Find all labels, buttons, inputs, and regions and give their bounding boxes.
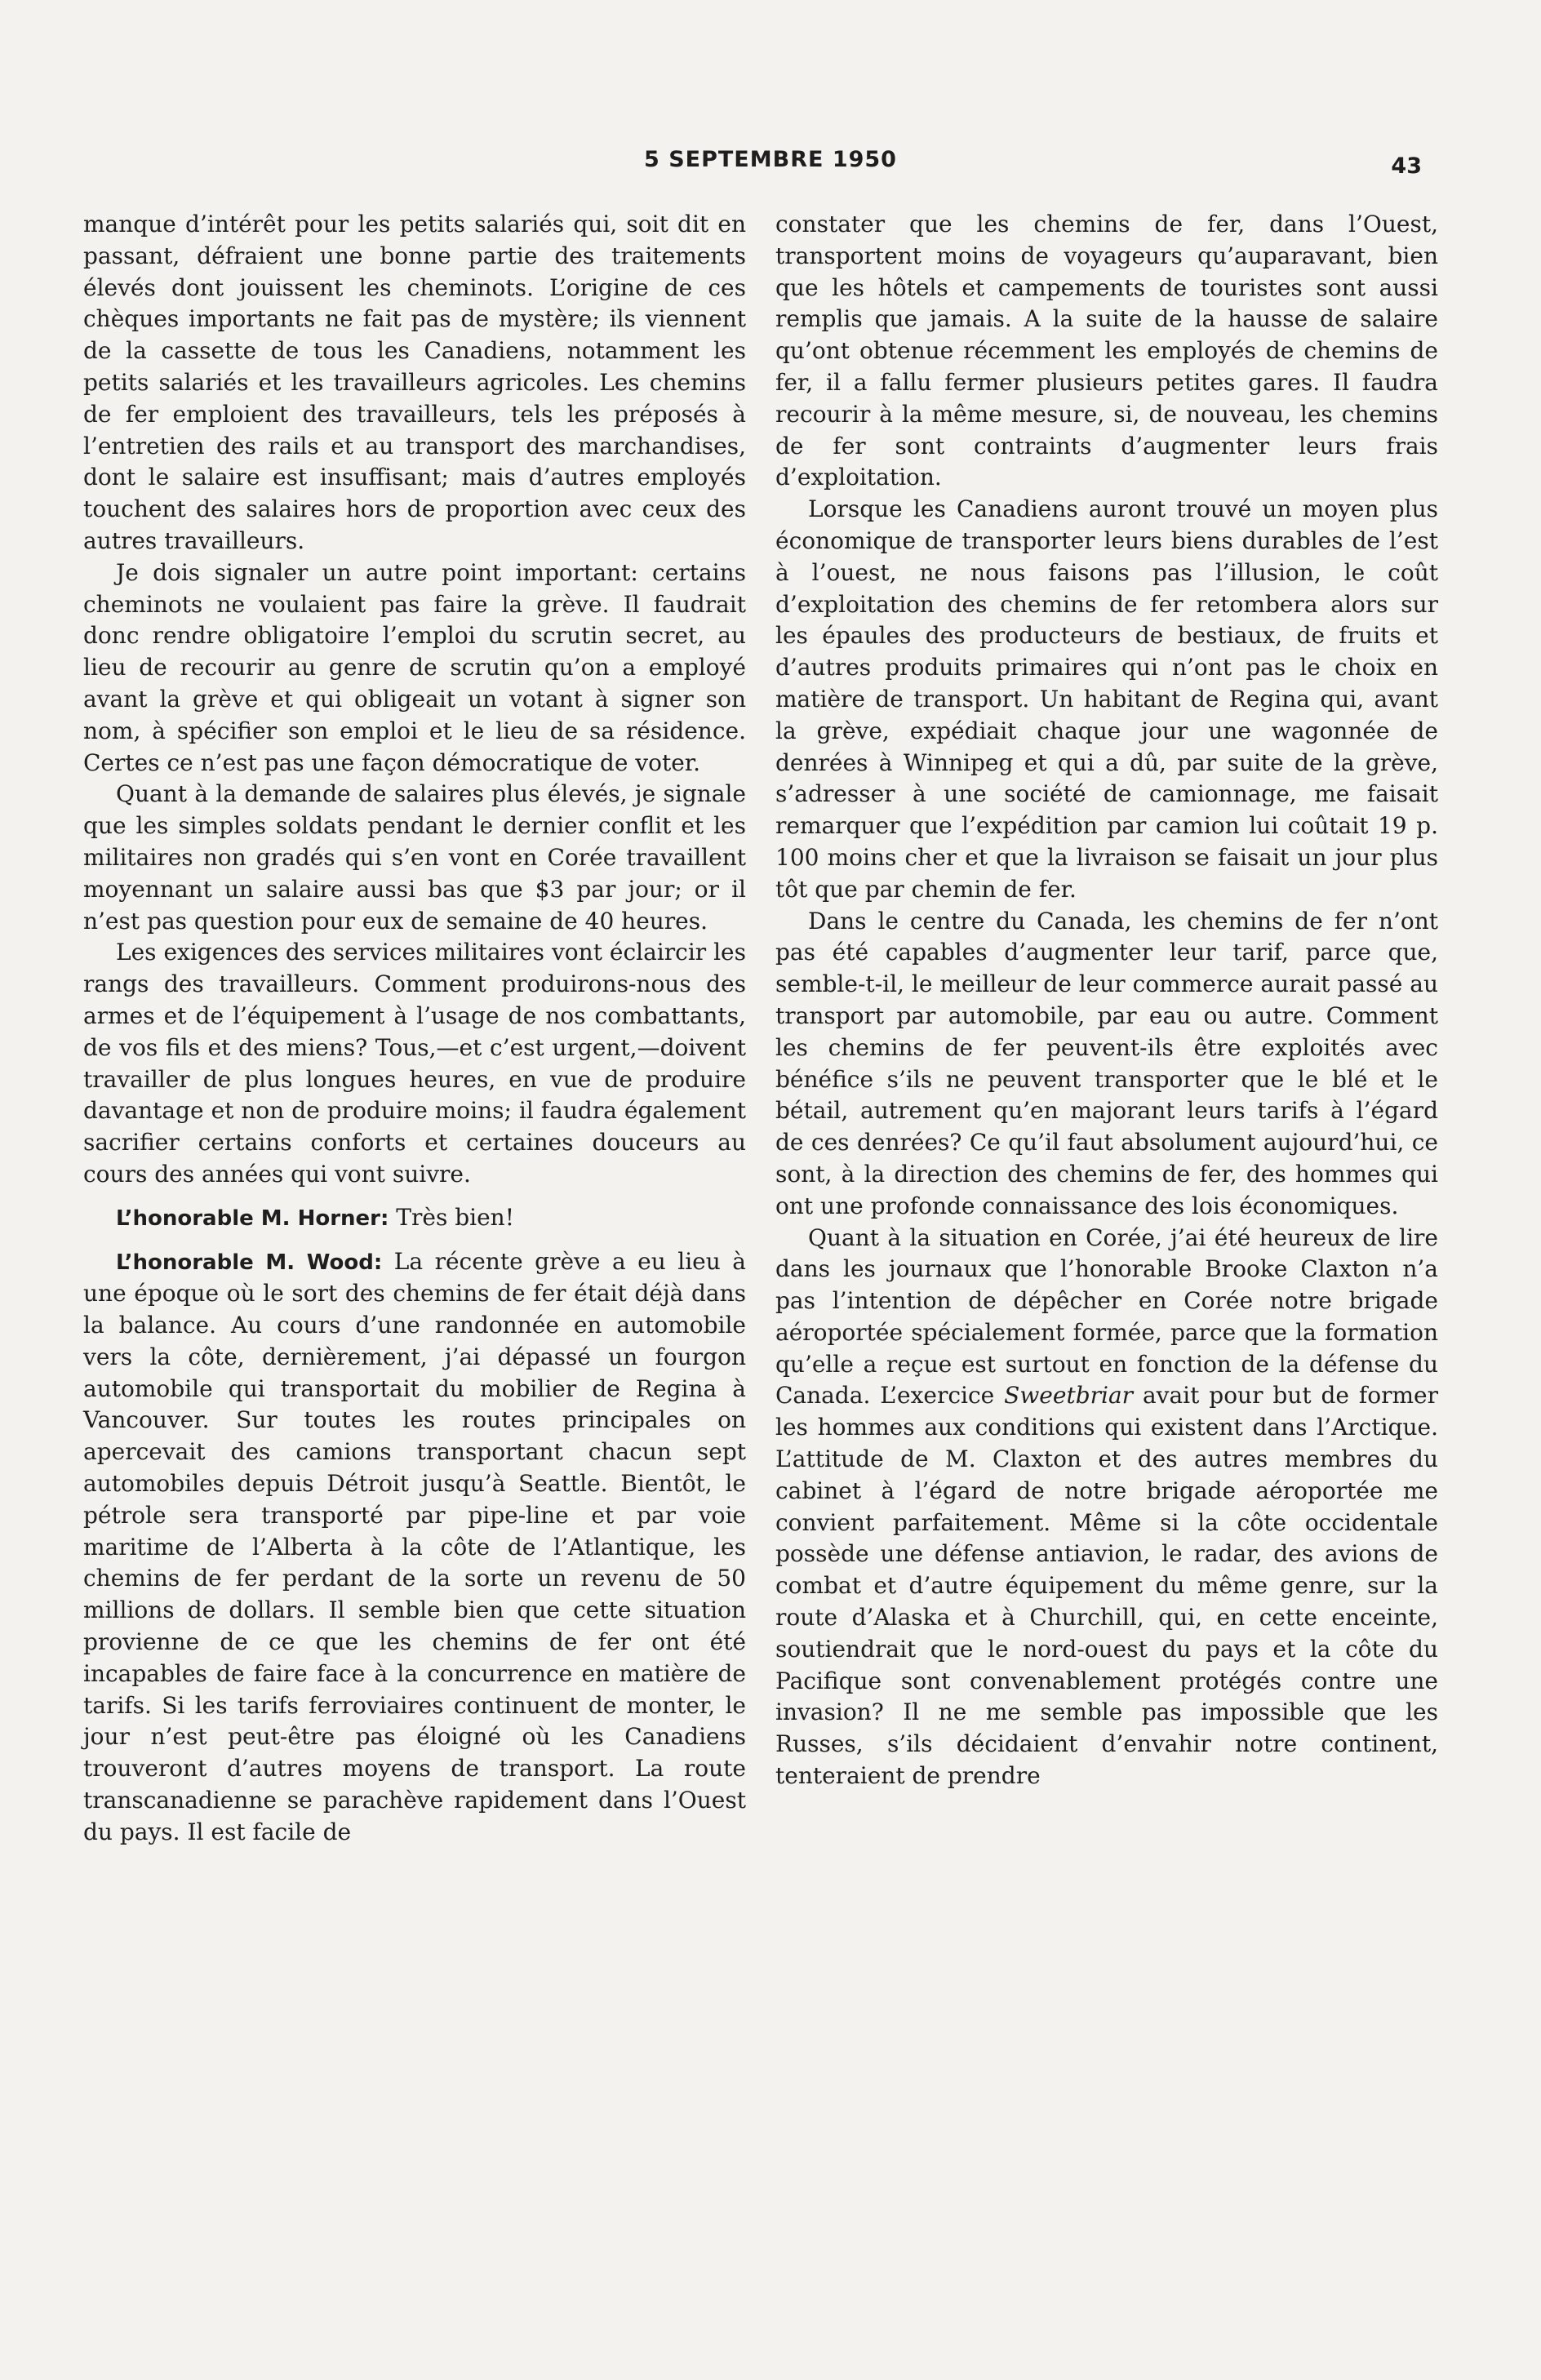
exercise-name: Sweetbriar xyxy=(1004,1382,1134,1410)
paragraph-text: avait pour but de former les hommes aux conditions qui existent dans l’Arctique. L’attitude de M. Claxton et des autres membres du cabinet à l’égard de notre brigade aéroportée me convient parfaitement. Même si la côte occidentale possède une défense antiavion, le radar, des avions de combat et d’autre équipement du même genre, sur la route d’Alaska et à Churchill, qui, en cette enceinte, soutiendrait que le nord-ouest du pays et la côte du Pacifique sont convenablement protégés contre une invasion? Il ne me semble pas impossible que les Russes, s’ils décidaient d’envahir notre continent, tenteraient de prendre xyxy=(775,1382,1438,1790)
left-column xyxy=(83,209,746,1849)
right-column xyxy=(775,209,1438,1792)
paragraph: Dans le centre du Canada, les chemins de fer n’ont pas été capables d’augmenter leur tarif, parce que, semble-t-il, le meilleur de leur commerce aurait passé au transport par automobile, par eau ou autre. Comment les chemins de fer peuvent-ils être exploités avec bénéfice s’ils ne peuvent transporter que le blé et le bétail, autrement qu’en majorant leurs tarifs à l’égard de ces denrées? Ce qu’il faut absolument aujourd’hui, ce sont, à la direction des chemins de fer, des hommes qui ont une profonde connaissance des lois économiques. xyxy=(775,907,1438,1219)
paragraph: Lorsque les Canadiens auront trouvé un moyen plus économique de transporter leurs biens durables de l’est à l’ouest, ne nous faisons pas l’illusion, le coût d’exploitation des chemins de fer retombera alors sur les épaules des producteurs de bestiaux, de fruits et d’autres produits primaires qui n’ont pas le choix en matière de transport. Un habitant de Regina qui, avant la grève, expédiait chaque jour une wagonnée de denrées à Winnipeg et qui a dû, par suite de la grève, s’adresser à une société de camionnage, me faisait remarquer que l’expédition par camion lui coûtait 19 p. 100 moins cher et que la livraison se faisait un jour plus tôt que par chemin de fer. xyxy=(775,495,1438,903)
speech-text: Très bien! xyxy=(389,1203,514,1231)
paragraph-text: Quant à la situation en Corée, j’ai été heureux de lire dans les journaux que l’honorable Brooke Claxton n’a pas l’intention de dépêcher en Corée notre brigade aéroportée spécialement formée, parce que la formation qu’elle a reçue est surtout en fonction de la défense du Canada. L’exercice xyxy=(775,1223,1438,1410)
speech-wood xyxy=(83,1246,746,1849)
paragraph: Je dois signaler un autre point important: certains cheminots ne voulaient pas faire la grève. Il faudrait donc rendre obligatoire l’emploi du scrutin secret, au lieu de recourir au genre de scrutin qu’on a employé avant la grève et qui obligeait un votant à signer son nom, à spécifier son emploi et le lieu de sa résidence. Certes ce n’est pas une façon démocratique de voter. xyxy=(83,558,746,776)
speech-horner xyxy=(83,1202,746,1235)
paragraph xyxy=(775,1223,1438,1792)
page-header xyxy=(0,147,1541,183)
paragraph: Quant à la demande de salaires plus élevés, je signale que les simples soldats pendant le dernier conflit et les militaires non gradés qui s’en vont en Corée travaillent moyennant un salaire aussi bas que $3 par jour; or il n’est pas question pour eux de semaine de 40 heures. xyxy=(83,780,746,935)
speech-text: La récente grève a eu lieu à une époque où le sort des chemins de fer était déjà dans la balance. Au cours d’une randonnée en automobile vers la côte, dernièrement, j’ai dépassé un fourgon automobile qui transportait du mobilier de Regina à Vancouver. Sur toutes les routes principales on apercevait des camions transportant chacun sept automobiles depuis Détroit jusqu’à Seattle. Bientôt, le pétrole sera transporté par pipe-line et par voie maritime de l’Alberta à la côte de l’Atlantique, les chemins de fer perdant de la sorte un revenu de 50 millions de dollars. Il semble bien que cette situation provienne de ce que les chemins de fer ont été incapables de faire face à la concurrence en matière de tarifs. Si les tarifs ferroviaires continuent de monter, le jour n’est peut-être pas éloigné où les Canadiens trouveront d’autres moyens de transport. La route transcanadienne se parachève rapidement dans l’Ouest du pays. Il est facile de xyxy=(83,1247,746,1845)
running-header-date: 5 SEPTEMBRE 1950 xyxy=(644,147,897,172)
paragraph: constater que les chemins de fer, dans l’Ouest, transportent moins de voyageurs qu’auparavant, bien que les hôtels et campements de touristes sont aussi remplis que jamais. A la suite de la hausse de salaire qu’ont obtenue récemment les employés de chemins de fer, il a fallu fermer plusieurs petites gares. Il faudra recourir à la même mesure, si, de nouveau, les chemins de fer sont contraints d’augmenter leurs frais d’exploitation. xyxy=(775,211,1438,491)
page-number: 43 xyxy=(1391,153,1422,179)
speaker-name: L’honorable M. Wood: xyxy=(116,1250,383,1275)
paragraph: Les exigences des services militaires vont éclaircir les rangs des travailleurs. Comment produirons-nous des armes et de l’équipement à l’usage de nos combattants, de vos fils et des miens? Tous,—et c’est urgent,—doivent travailler de plus longues heures, en vue de produire davantage et non de produire moins; il faudra également sacrifier certains conforts et certaines douceurs au cours des années qui vont suivre. xyxy=(83,939,746,1188)
speaker-name: L’honorable M. Horner: xyxy=(116,1206,389,1231)
paragraph: manque d’intérêt pour les petits salariés qui, soit dit en passant, défraient une bonne partie des traitements élevés dont jouissent les cheminots. L’origine de ces chèques importants ne fait pas de mystère; ils viennent de la cassette de tous les Canadiens, notamment les petits salariés et les travailleurs agricoles. Les chemins de fer emploient des travailleurs, tels les préposés à l’entretien des rails et au transport des marchandises, dont le salaire est insuffisant; mais d’autres employés touchent des salaires hors de proportion avec ceux des autres travailleurs. xyxy=(83,211,746,554)
